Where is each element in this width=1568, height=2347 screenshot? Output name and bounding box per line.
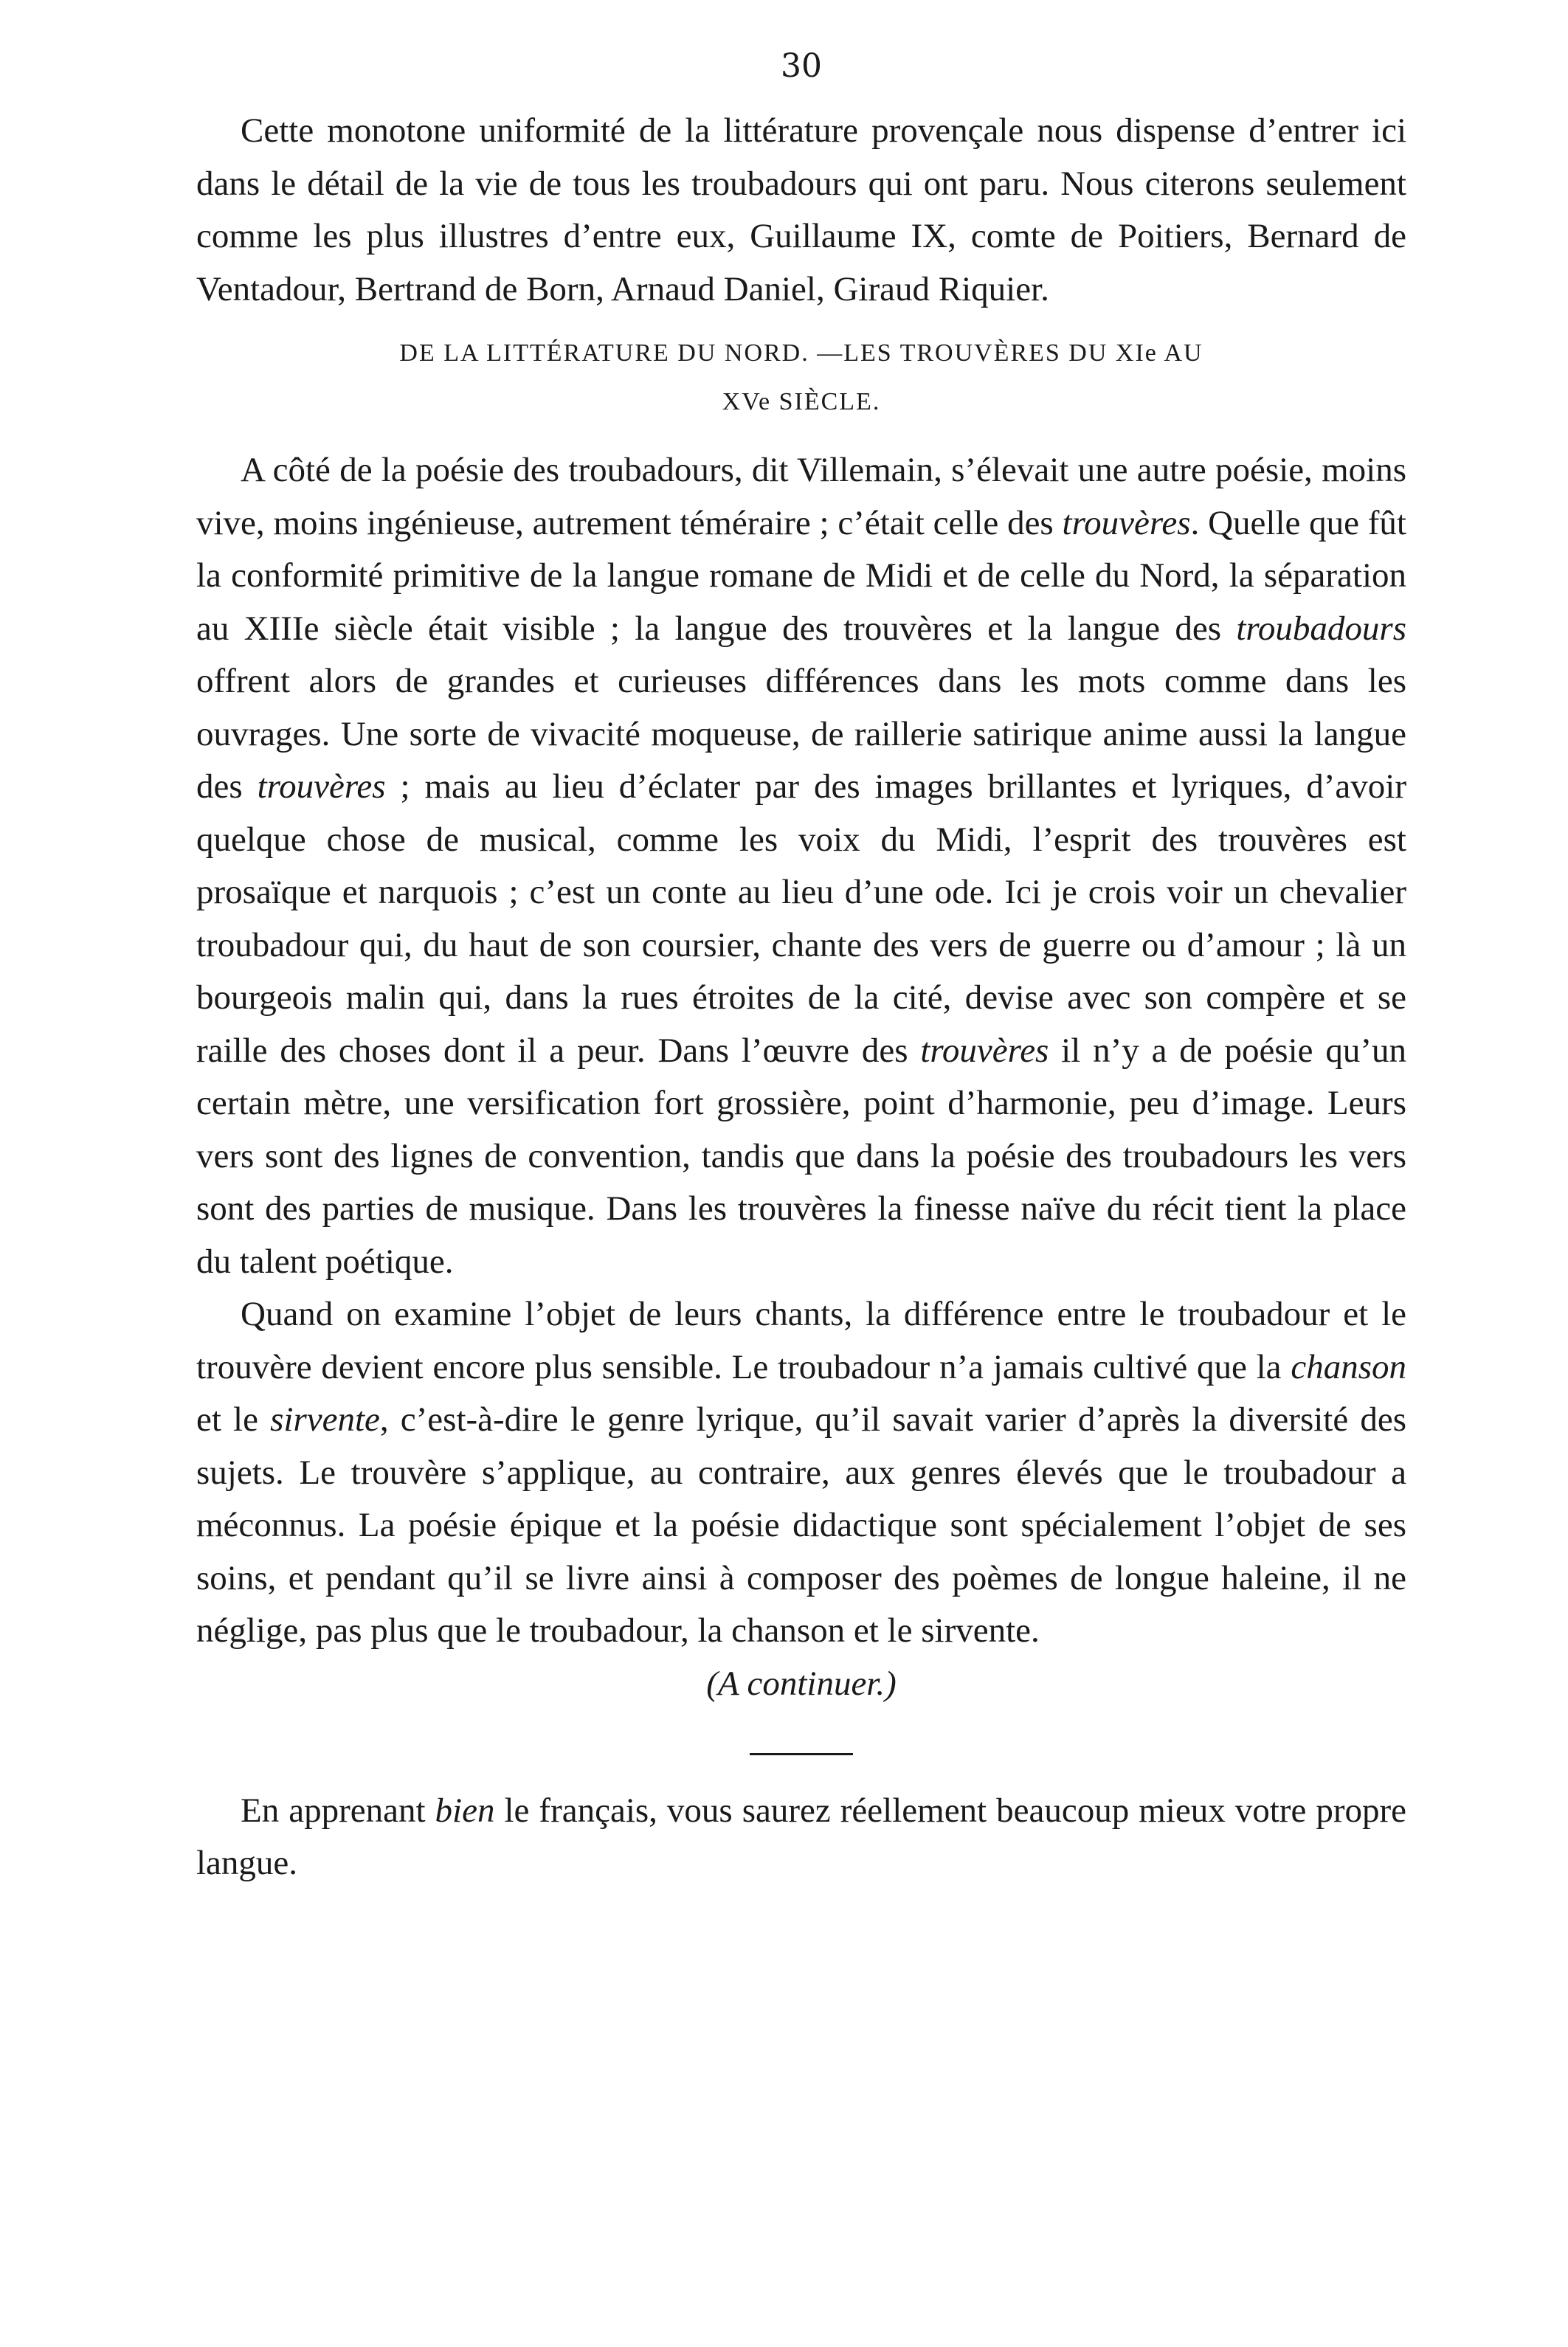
paragraph-trouveres [196, 444, 1406, 1288]
italic-term: trouvères [1062, 503, 1191, 542]
text-run: et le [196, 1400, 271, 1439]
italic-term: troubadours [1236, 609, 1406, 648]
section-heading [196, 329, 1406, 426]
text-run: il n’y a de poésie qu’un certain mètre, une versification fort grossière, point d’harmonie, peu d’image. Leurs vers sont des lignes de convention, tandis que dans la poésie des troubadours les vers sont des parties de musique. Dans les trouvères la finesse naïve du récit tient la place du talent poétique. [196, 1031, 1406, 1281]
continuation-note: (A continuer.) [706, 1664, 897, 1703]
section-heading-line-2: XVe SIÈCLE. [722, 388, 881, 415]
text-run: ; mais au lieu d’éclater par des images brillantes et lyriques, d’avoir quelque chose de musical, comme les voix du Midi, l’esprit des trouvères est prosaïque et narquois ; c’est un conte au lieu d’une ode. Ici je crois voir un chevalier troubadour qui, du haut de son coursier, chante des vers de guerre ou d’amour ; là un bourgeois malin qui, dans la rues étroites de la cité, devise avec son compère et se raille des choses dont il a peur. Dans l’œuvre des [196, 767, 1406, 1070]
section-heading-line-1: DE LA LITTÉRATURE DU NORD. —LES TROUVÈRES DU XIe AU [399, 339, 1203, 367]
closing-paragraph [196, 1785, 1406, 1890]
italic-term: chanson [1291, 1347, 1406, 1386]
intro-paragraph: Cette monotone uniformité de la littérature provençale nous dispense d’entrer ici dans le détail de la vie de tous les troubadours qui ont paru. Nous citerons seulement comme les plus illustres d’entre eux, Guillaume IX, comte de Poitiers, Bernard de Ventadour, Bertrand de Born, Arnaud Daniel, Giraud Riquier. [196, 111, 1406, 308]
text-run: En apprenant [241, 1791, 435, 1830]
text-run: Quand on examine l’objet de leurs chants, la différence entre le troubadour et le trouvère devient encore plus sensible. Le troubadour n’a jamais cultivé que la [196, 1295, 1406, 1386]
text-run: le français, vous saurez réellement beaucoup mieux votre propre langue. [196, 1791, 1406, 1882]
document-page [196, 44, 1406, 2317]
text-run: . Quelle que fût la conformité primitive de la langue romane de Midi et de celle du Nord, la séparation au XIIIe siècle était visible ; la langue des trouvères et la langue des [196, 503, 1406, 648]
text-run: A côté de la poésie des troubadours, dit Villemain, s’élevait une autre poésie, moins vive, moins ingénieuse, autrement téméraire ; c’était celle des [196, 451, 1406, 542]
paragraph-genres [196, 1288, 1406, 1658]
text-run: , c’est-à-dire le genre lyrique, qu’il savait varier d’après la diversité des sujets. Le trouvère s’applique, au contraire, aux genres élevés que le troubadour a méconnus. La poésie épique et la poésie didactique sont spécialement l’objet de ses soins, et pendant qu’il se livre ainsi à composer des poèmes de longue haleine, il ne néglige, pas plus que le troubadour, la chanson et le sirvente. [196, 1400, 1407, 1650]
italic-term: bien [435, 1791, 495, 1830]
separator-rule [750, 1753, 853, 1755]
italic-term: trouvères [257, 767, 386, 806]
page-number: 30 [781, 47, 822, 85]
italic-term: sirvente [270, 1400, 380, 1439]
italic-term: trouvères [920, 1031, 1049, 1070]
text-run: offrent alors de grandes et curieuses différences dans les mots comme dans les ouvrages. Une sorte de vivacité moqueuse, de raillerie satirique anime aussi la langue des [196, 662, 1406, 806]
